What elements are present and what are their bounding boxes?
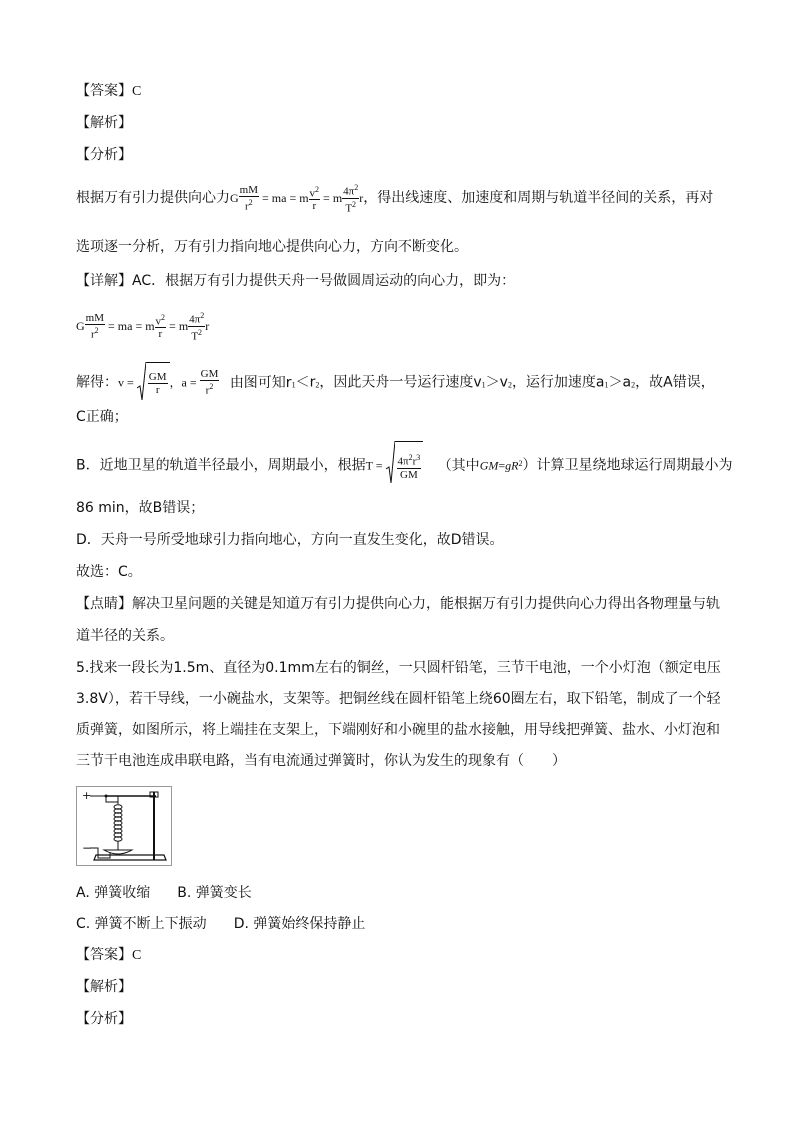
jiexi-heading-2: 【解析】 — [76, 979, 132, 995]
q5-line-4: 三节干电池连成串联电路，当有电流通过弹簧时，你认为发生的现象有（ ） — [76, 753, 566, 769]
answer-label: 【答案】 — [76, 83, 132, 99]
fenxi-heading: 【分析】 — [76, 147, 132, 163]
spring-apparatus-figure — [76, 786, 172, 866]
detail-line: 【详解】AC．根据万有引力提供天舟一号做圆周运动的向心力，即为： — [76, 273, 516, 289]
b-line: B．近地卫星的轨道半径最小，周期最小，根据T = $\frac{4\pi^2r^3}{GM}$ （其中$GM=gR^2$）计算卫星绕地球运行周期最小为 — [76, 440, 732, 491]
solve-line: 解得：v = $\frac{GM}{r}$ ，a = $\frac{GM}{r^2}$ 由图可知$r_1<r_2$，因此天舟一号运行速度$v_1>v_2$，运行加速度$a_1>a_2$，故A错误， — [76, 360, 715, 405]
plus-terminal-label: + — [82, 789, 92, 802]
dianjing-line-2: 道半径的关系。 — [76, 628, 174, 644]
q5-line-1: 5.找来一段长为1.5m、直径为0.1mm左右的铜丝，一只圆杆铅笔，三节干电池，一个小灯泡（额定电压 — [76, 660, 721, 676]
spring-coils — [114, 796, 122, 850]
option-a: A. 弹簧收缩 — [76, 885, 151, 901]
fenxi-heading-2: 【分析】 — [76, 1011, 132, 1027]
gravity-formula: G $\frac{mM}{r^2}$ = ma = m $\frac{v^2}{r}$ = m $\frac{4\pi^2}{T^2}$ r — [230, 182, 364, 215]
dianjing-line-1: 【点睛】解决卫星问题的关键是知道万有引力提供向心力，能根据万有引力提供向心力得出各物理量与轨 — [76, 596, 720, 612]
option-c: C. 弹簧不断上下振动 — [76, 916, 207, 932]
d-line: D．天舟一号所受地球引力指向地心，方向一直发生变化，故D错误。 — [76, 532, 504, 548]
c-correct-line: C正确； — [76, 409, 128, 425]
options-row-2 — [76, 915, 365, 933]
detail-formula: G $\frac{mM}{r^2}$ = ma = m $\frac{v^2}{r}$ = m $\frac{4\pi^2}{T^2}$ r — [76, 310, 210, 343]
choose-line: 故选：C。 — [76, 564, 142, 580]
b-line-2: 86 min，故B错误； — [76, 500, 205, 516]
answer-line — [76, 82, 141, 101]
q5-line-3: 质弹簧，如图所示，将上端挂在支架上，下端刚好和小碗里的盐水接触，用导线把弹簧、盐水、小灯泡和 — [76, 722, 720, 738]
analysis-line-2: 选项逐一分析，万有引力指向地心提供向心力，方向不断变化。 — [76, 239, 468, 255]
answer-value: C — [132, 84, 142, 99]
option-b: B. 弹簧变长 — [177, 885, 252, 901]
analysis-line-1: 根据万有引力提供向心力G $\frac{mM}{r^2}$ = ma = m $\frac{v^2}{r}$ = m $\frac{4\pi^2}{T^2}$ r，得出线速度、加速度和周期与轨道半径间的关系，再对 — [76, 182, 714, 215]
saltwater-bowl — [104, 850, 132, 854]
options-row-1 — [76, 884, 252, 902]
q5-line-2: 3.8V），若干导线，一小碗盐水，支架等。把铜丝线在圆杆铅笔上绕60圈左右，取下铅笔，制成了一个轻 — [76, 691, 721, 707]
option-d: D. 弹簧始终保持静止 — [233, 916, 366, 932]
minus-terminal-label: − — [82, 841, 93, 855]
jiexi-heading: 【解析】 — [76, 115, 132, 131]
answer-line-2: 【答案】C — [76, 947, 142, 963]
